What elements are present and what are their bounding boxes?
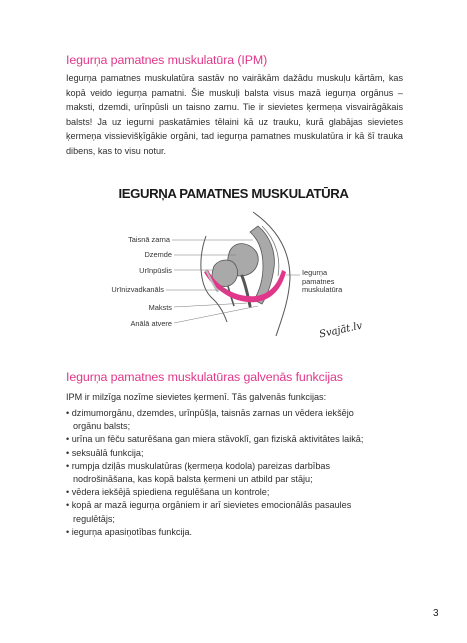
list-item: • urīna un fēču saturēšana gan miera stāvoklī, gan fiziskā aktivitātes laikā;	[66, 433, 366, 446]
list-item: • dzimumorgānu, dzemdes, urīnpūšļa, taisnās zarnas un vēdera iekšējo orgānu balsts;	[66, 407, 366, 433]
figure-title: IEGURŅA PAMATNES MUSKULATŪRA	[118, 186, 349, 201]
label-anala-atvere: Anālā atvere	[130, 319, 172, 328]
label-maksts: Maksts	[148, 303, 172, 312]
functions-list	[66, 407, 366, 539]
page-number: 3	[433, 608, 439, 619]
list-item: • kopā ar mazā iegurņa orgāniem ir arī sievietes emocionālās pasaules regulētājs;	[66, 499, 366, 525]
label-dzemde: Dzemde	[144, 250, 172, 259]
leader-anala-atvere	[174, 306, 258, 323]
label-taisna-zarna: Taisnā zarna	[128, 235, 170, 244]
ipm-intro-text: Iegurņa pamatnes muskulatūra sastāv no vairākām dažādu muskuļu kārtām, kas kopā veido iegurņa pamatni. Šie muskuļi balsta visus mazā iegurņa orgānus – maksti, dzemdi, urīnpūsli un taisno zarnu. Tie ir sievietes ķermeņa visvairāgākais balsts! Ja uz iegurni paskatāmies tēlaini kā uz trauku, kurā glabājas sievietes ķermeņa vissievišķīgākie orgāni, tad iegurņa pamatnes muskulatūra ir kā šī trauka dibens, kas to visu notur.	[66, 73, 403, 156]
list-item: • iegurņa apasiņotības funkcija.	[66, 526, 366, 539]
label-muscle: Iegurņa pamatnes muskulatūra	[302, 268, 343, 295]
list-item: • seksuālā funkcija;	[66, 447, 366, 460]
list-item: • rumpja dziļās muskulatūras (ķermeņa kodola) pareizas darbības nodrošināšana, kas kopā balsta ķermeni un atbild par stāju;	[66, 460, 366, 486]
leader-maksts	[174, 303, 247, 307]
label-urinizvadkanals: Urīnizvadkanāls	[111, 285, 164, 294]
signature-logo: Svajāt.lv	[318, 320, 364, 341]
functions-lead: IPM ir milzīga nozīme sievietes ķermenī. Tās galvenās funkcijas:	[66, 392, 327, 402]
label-urinpuslis: Urīnpūslis	[139, 266, 172, 275]
ipm-heading: Iegurņa pamatnes muskulatūra (IPM)	[66, 53, 268, 67]
functions-heading: Iegurņa pamatnes muskulatūras galvenās funkcijas	[66, 370, 343, 384]
list-item: • vēdera iekšējā spiediena regulēšana un kontrole;	[66, 486, 366, 499]
